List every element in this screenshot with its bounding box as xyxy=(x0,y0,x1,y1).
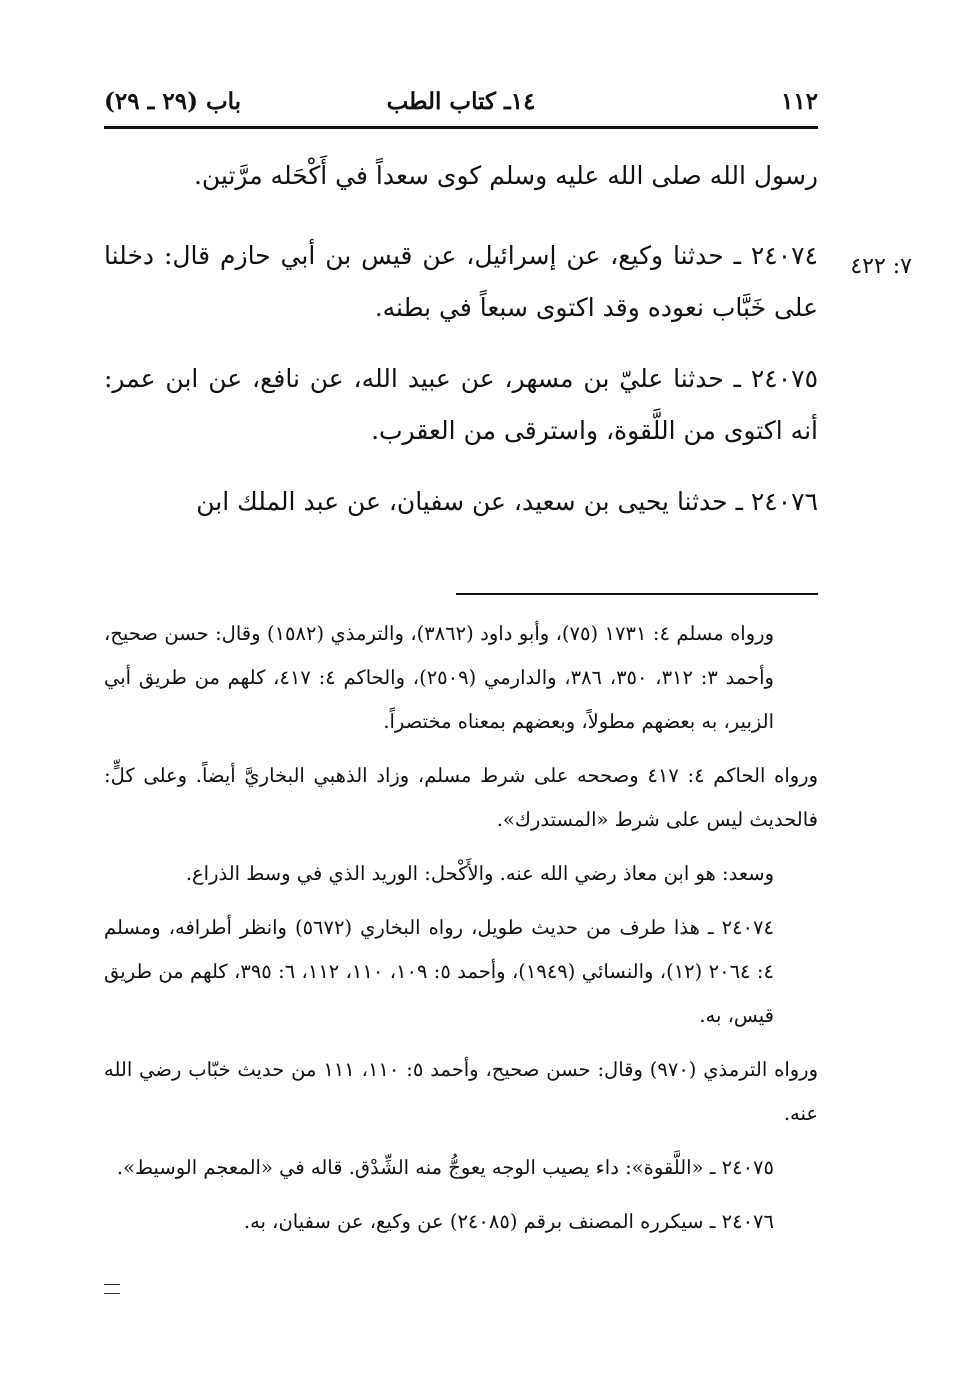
hadith-24076: ٢٤٠٧٦ ـ حدثنا يحيى بن سعيد، عن سفيان، عن عبد الملك ابن xyxy=(196,487,818,516)
hadith-24075: ٢٤٠٧٥ ـ حدثنا عليّ بن مسهر، عن عبيد الله، عن نافع، عن ابن عمر: أنه اكتوى من اللَّقوة، واسترقى من العقرب. xyxy=(104,364,818,445)
page-header xyxy=(104,82,818,122)
page-number: ١١٢ xyxy=(780,88,818,115)
footnote: ورواه الترمذي (٩٧٠) وقال: حسن صحيح، وأحمد ٥: ١١٠، ١١١ من حديث خبّاب رضي الله عنه. xyxy=(104,1058,819,1125)
chapter-range: باب (٢٩ ـ ٢٩) xyxy=(104,88,242,115)
main-paragraph: رسول الله صلى الله عليه وسلم كوى سعداً في أَكْحَله مرَّتين. xyxy=(193,161,818,190)
footnote: ورواه مسلم ٤: ١٧٣١ (٧٥)، وأبو داود (٣٨٦٢)، والترمذي (١٥٨٢) وقال: حسن صحيح، وأحمد ٣: ٣١٢، ٣٥٠، ٣٨٦، والدارمي (٢٥٠٩)، والحاكم ٤: ٤١٧، كلهم من طريق أبي الزبير، به بعضهم مطولاً، وبعضهم بمعناه مختصراً. xyxy=(104,622,774,733)
footnote-24075: ٢٤٠٧٥ ـ «اللَّقوة»: داء يصيب الوجه يعوجُّ منه الشِّدْق. قاله في «المعجم الوسيط». xyxy=(116,1156,774,1179)
book-title: ١٤ـ كتاب الطب xyxy=(386,88,536,115)
header-rule xyxy=(104,126,818,129)
main-text xyxy=(104,150,818,547)
footnote-24076: ٢٤٠٧٦ ـ سيكرره المصنف برقم (٢٤٠٨٥) عن وكيع، عن سفيان، به. xyxy=(243,1210,774,1233)
hadith-24074: ٢٤٠٧٤ ـ حدثنا وكيع، عن إسرائيل، عن قيس بن أبي حازم قال: دخلنا على خَبَّاب نعوده وقد اكتوى سبعاً في بطنه. xyxy=(104,241,818,322)
footnote: وسعد: هو ابن معاذ رضي الله عنه. والأَكْحل: الوريد الذي في وسط الذراع. xyxy=(185,862,774,885)
page-end-mark xyxy=(104,1284,120,1294)
footnote-24074: ٢٤٠٧٤ ـ هذا طرف من حديث طويل، رواه البخاري (٥٦٧٢) وانظر أطرافه، ومسلم ٤: ٢٠٦٤ (١٢)، والنسائي (١٩٤٩)، وأحمد ٥: ١٠٩، ١١٠، ١١٢، ٦: ٣٩٥، كلهم من طريق قيس، به. xyxy=(104,916,774,1027)
footnote-separator xyxy=(456,593,818,595)
footnotes xyxy=(104,612,818,1254)
margin-reference: ٧: ٤٢٢ xyxy=(850,254,912,279)
footnote: ورواه الحاكم ٤: ٤١٧ وصححه على شرط مسلم، وزاد الذهبي البخاريَّ أيضاً. وعلى كلٍّ: فالحديث ليس على شرط «المستدرك». xyxy=(104,764,819,831)
